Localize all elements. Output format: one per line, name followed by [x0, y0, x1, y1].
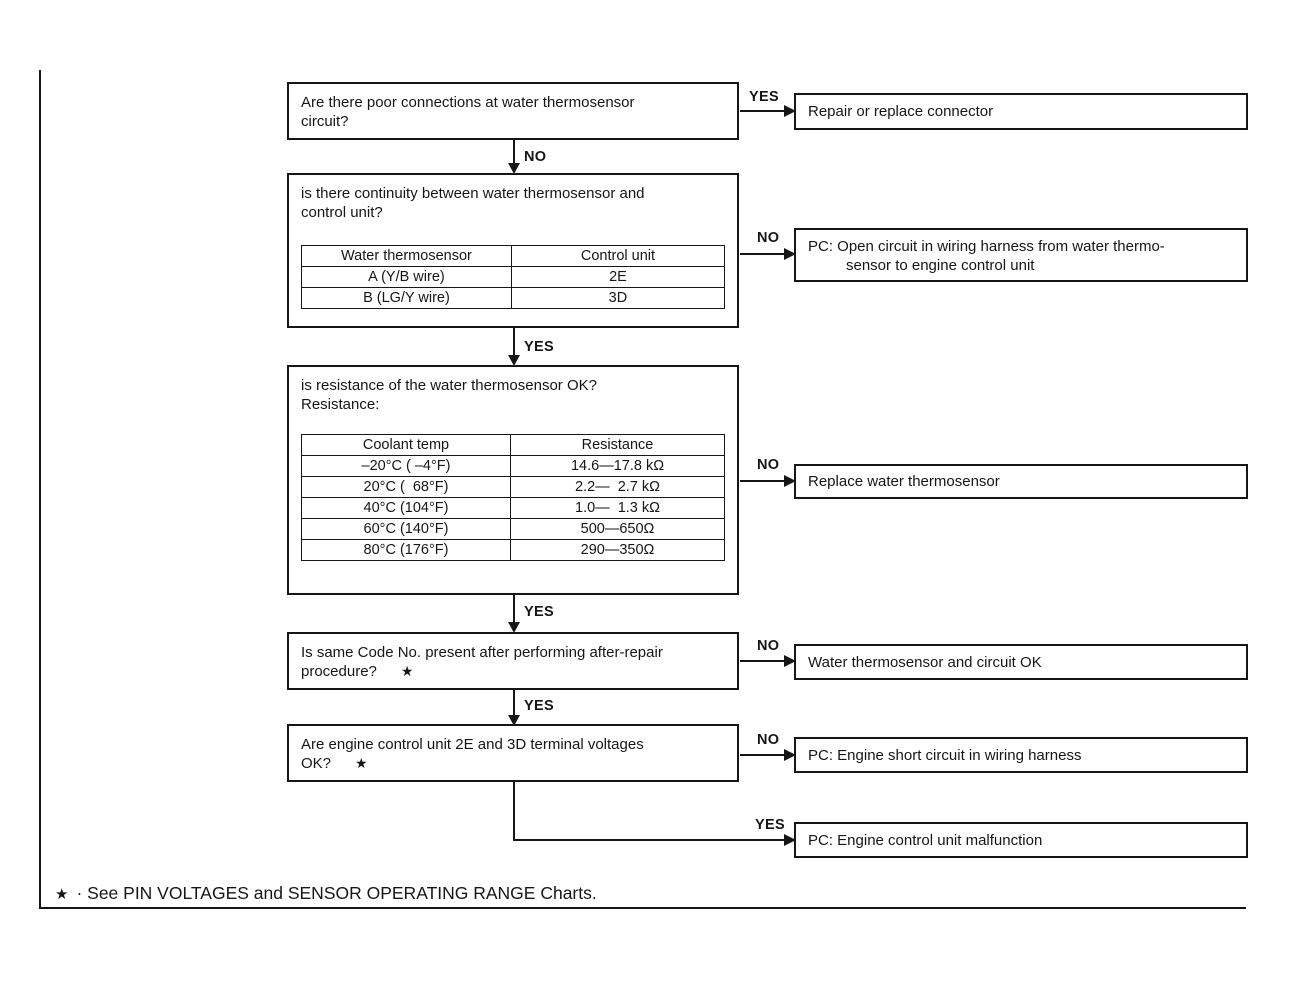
star-marker: ★: [400, 663, 414, 679]
no-label: NO: [757, 230, 780, 246]
resistance-table: [301, 434, 725, 561]
yes-label: YES: [755, 817, 785, 833]
table-cell: 2E: [511, 267, 724, 288]
action-text: PC: Open circuit in wiring harness from water thermo-: [808, 238, 1165, 255]
table-row: [302, 267, 725, 288]
yes-label: YES: [749, 89, 779, 105]
question-text: Are there poor connections at water thermosensor: [301, 94, 635, 111]
table-cell: 80°C (176°F): [302, 540, 511, 561]
yes-label: YES: [524, 698, 554, 714]
action-box-open-circuit: [794, 228, 1248, 282]
table-cell: 290—350Ω: [511, 540, 725, 561]
table-cell: B (LG/Y wire): [302, 288, 512, 309]
question-box-resistance: [287, 365, 739, 595]
question-text: circuit?: [301, 113, 349, 130]
action-text: PC: Engine control unit malfunction: [808, 831, 1043, 849]
table-cell: 2.2— 2.7 kΩ: [511, 477, 725, 498]
question-box-same-code: [287, 632, 739, 690]
table-header-cell: Control unit: [511, 246, 724, 267]
question-text-line2: procedure?: [301, 663, 377, 680]
no-label: NO: [757, 732, 780, 748]
question-text: is resistance of the water thermosensor OK?: [301, 377, 597, 394]
question-text: Are engine control unit 2E and 3D terminal voltages: [301, 736, 644, 753]
table-row: [302, 519, 725, 540]
footnote: [55, 883, 597, 904]
action-text: Repair or replace connector: [808, 103, 994, 120]
table-cell: 14.6—17.8 kΩ: [511, 456, 725, 477]
yes-label: YES: [524, 604, 554, 620]
question-box-poor-connections: [287, 82, 739, 140]
question-box-terminal-voltages: [287, 724, 739, 782]
continuity-table: [301, 245, 725, 309]
table-cell: 1.0— 1.3 kΩ: [511, 498, 725, 519]
question-text-line2: OK?: [301, 755, 332, 772]
question-text: Is same Code No. present after performing after-repair: [301, 644, 663, 661]
action-text: Replace water thermosensor: [808, 473, 1000, 490]
table-row: [302, 288, 725, 309]
table-cell: 40°C (104°F): [302, 498, 511, 519]
question-text: is there continuity between water thermosensor and: [301, 185, 645, 202]
table-header-cell: Water thermosensor: [302, 246, 512, 267]
table-cell: 20°C ( 68°F): [302, 477, 511, 498]
footnote-star-icon: ★: [55, 886, 69, 903]
question-text: [301, 754, 725, 773]
table-header-cell: Coolant temp: [302, 435, 511, 456]
table-header-cell: Resistance: [511, 435, 725, 456]
table-cell: A (Y/B wire): [302, 267, 512, 288]
table-row: [302, 498, 725, 519]
table-cell: 3D: [511, 288, 724, 309]
question-box-continuity: [287, 173, 739, 328]
yes-label: YES: [524, 339, 554, 355]
action-box-replace-thermosensor: [794, 464, 1248, 499]
question-text: [301, 662, 725, 681]
action-text: Water thermosensor and circuit OK: [808, 653, 1042, 671]
action-box-short-circuit: [794, 737, 1248, 773]
no-label: NO: [524, 149, 547, 165]
action-box-ecu-malfunction: [794, 822, 1248, 858]
table-cell: 60°C (140°F): [302, 519, 511, 540]
table-cell: –20°C ( –4°F): [302, 456, 511, 477]
action-box-circuit-ok: [794, 644, 1248, 680]
no-label: NO: [757, 638, 780, 654]
star-marker: ★: [355, 755, 368, 771]
table-cell: 500—650Ω: [511, 519, 725, 540]
table-row: [302, 456, 725, 477]
table-row: [302, 540, 725, 561]
table-row: [302, 477, 725, 498]
footnote-text: · See PIN VOLTAGES and SENSOR OPERATING RANGE Charts.: [76, 883, 597, 903]
no-label: NO: [757, 457, 780, 473]
action-box-repair-connector: [794, 93, 1248, 130]
question-text: control unit?: [301, 204, 383, 221]
action-text: PC: Engine short circuit in wiring harness: [808, 746, 1082, 764]
question-text: Resistance:: [301, 396, 380, 413]
action-text: sensor to engine control unit: [846, 257, 1035, 274]
